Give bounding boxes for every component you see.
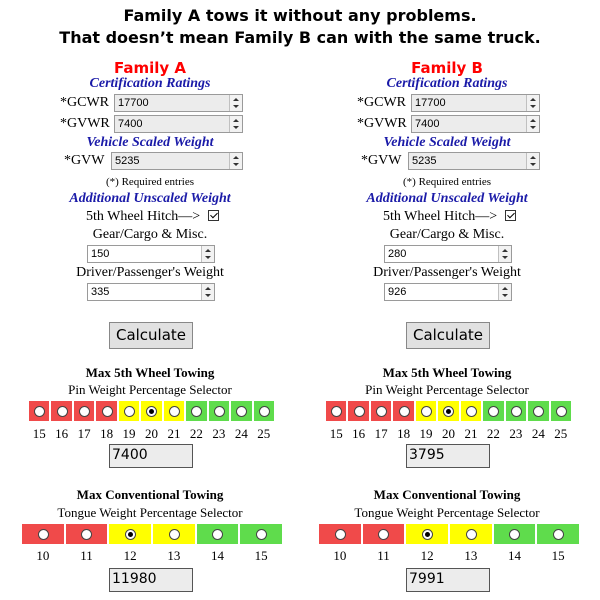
tongue-radio-15[interactable] [256,529,267,540]
pin-radio-15[interactable] [34,406,45,417]
pin-option-24[interactable] [527,400,549,422]
tongue-radio-10[interactable] [38,529,49,540]
gear-label: Gear/Cargo & Misc. [92,227,208,242]
family-a-panel [0,56,300,600]
pin-tick-label: 18 [397,426,411,441]
gcwr-input[interactable] [411,94,540,112]
pin-radio-21[interactable] [169,406,180,417]
pin-radio-20[interactable] [443,406,454,417]
pin-weight-selector[interactable] [28,400,275,422]
family-name: Family B [411,59,483,77]
pin-tick-label: 22 [486,426,500,441]
driver-input[interactable] [87,283,215,301]
tongue-tick-label: 10 [36,548,50,563]
gvwr-stepper-icon[interactable] [229,116,242,132]
tongue-option-11[interactable] [65,523,109,545]
gvwr-stepper-icon[interactable] [526,116,539,132]
pin-option-23[interactable] [208,400,230,422]
pin-radio-16[interactable] [354,406,365,417]
driver-label: Driver/Passenger's Weight [373,265,521,280]
tongue-weight-selector[interactable] [21,523,283,545]
pin-tick-label: 16 [55,426,69,441]
pin-radio-23[interactable] [214,406,225,417]
tongue-selector-label: Tongue Weight Percentage Selector [354,505,540,520]
max-conventional-result: 11980 [109,568,193,592]
pin-option-16[interactable] [347,400,369,422]
max-fifth-wheel-result: 3795 [406,444,490,468]
tongue-option-15[interactable] [536,523,580,545]
calculate-button[interactable]: Calculate [109,322,193,349]
pin-option-19[interactable] [415,400,437,422]
gvwr-value: 7400 [415,118,440,130]
pin-tick-label: 19 [122,426,136,441]
pin-tick-label: 16 [352,426,366,441]
fifth-wheel-title: Max 5th Wheel Towing [382,365,512,380]
pin-tick-label: 24 [531,426,545,441]
pin-radio-24[interactable] [533,406,544,417]
conventional-title: Max Conventional Towing [373,487,521,502]
unscaled-heading: Additional Unscaled Weight [69,191,231,206]
pin-option-19[interactable] [118,400,140,422]
tongue-option-13[interactable] [152,523,196,545]
gvwr-label: *GVWR [60,116,110,131]
family-name: Family A [113,59,186,77]
pin-option-20[interactable] [437,400,459,422]
tongue-radio-11[interactable] [378,529,389,540]
tongue-radio-12[interactable] [422,529,433,540]
driver-label: Driver/Passenger's Weight [76,265,224,280]
tongue-weight-selector[interactable] [318,523,580,545]
tongue-tick-label: 13 [464,548,478,563]
tongue-option-11[interactable] [362,523,406,545]
gcwr-stepper-icon[interactable] [526,95,539,111]
pin-weight-selector[interactable] [325,400,572,422]
tongue-option-10[interactable] [318,523,362,545]
headline-line-1: Family A tows it without any problems. [123,6,477,25]
pin-option-18[interactable] [95,400,117,422]
hitch-label: 5th Wheel Hitch—> [383,209,498,224]
gvw-stepper-icon[interactable] [229,153,242,169]
pin-tick-label: 21 [167,426,181,441]
pin-option-21[interactable] [163,400,185,422]
pin-radio-19[interactable] [124,406,135,417]
tongue-option-12[interactable] [108,523,152,545]
pin-tick-label: 17 [374,426,388,441]
gvw-value: 5235 [115,155,140,167]
gear-label: Gear/Cargo & Misc. [389,227,505,242]
pin-radio-20[interactable] [146,406,157,417]
pin-option-22[interactable] [185,400,207,422]
tongue-radio-14[interactable] [212,529,223,540]
tongue-radio-13[interactable] [466,529,477,540]
tongue-option-15[interactable] [239,523,283,545]
pin-radio-22[interactable] [488,406,499,417]
pin-radio-21[interactable] [466,406,477,417]
pin-radio-22[interactable] [191,406,202,417]
tongue-radio-15[interactable] [553,529,564,540]
pin-option-15[interactable] [325,400,347,422]
pin-radio-17[interactable] [376,406,387,417]
pin-tick-label: 22 [189,426,203,441]
pin-tick-label: 18 [100,426,114,441]
gvw-label: *GVW [361,153,402,168]
pin-radio-18[interactable] [399,406,410,417]
scaled-heading: Vehicle Scaled Weight [383,135,511,150]
pin-tick-label: 20 [145,426,158,441]
gear-value: 280 [388,248,407,260]
max-conventional-result: 7991 [406,568,490,592]
gear-input[interactable] [87,245,215,263]
driver-value: 335 [91,286,110,298]
gcwr-stepper-icon[interactable] [229,95,242,111]
gvwr-input[interactable] [411,115,540,133]
pin-tick-label: 20 [442,426,455,441]
pin-radio-25[interactable] [259,406,270,417]
tongue-tick-label: 15 [254,548,268,563]
gvwr-input[interactable] [114,115,243,133]
pin-option-20[interactable] [140,400,162,422]
headline-line-2: That doesn’t mean Family B can with the same truck. [59,28,541,47]
tongue-tick-label: 12 [420,548,434,563]
gear-stepper-icon[interactable] [201,246,214,262]
tongue-tick-label: 11 [80,548,93,563]
unscaled-heading: Additional Unscaled Weight [366,191,528,206]
pin-option-25[interactable] [550,400,572,422]
gvwr-value: 7400 [118,118,143,130]
tongue-tick-label: 14 [211,548,224,563]
pin-tick-label: 21 [464,426,478,441]
tongue-selector-label: Tongue Weight Percentage Selector [57,505,243,520]
hitch-checkbox[interactable] [208,210,219,221]
gcwr-label: *GCWR [60,95,109,110]
pin-option-17[interactable] [73,400,95,422]
pin-tick-label: 23 [509,426,523,441]
pin-tick-label: 23 [212,426,226,441]
pin-option-18[interactable] [392,400,414,422]
gvw-value: 5235 [412,155,437,167]
pin-radio-18[interactable] [102,406,113,417]
tongue-radio-12[interactable] [125,529,136,540]
pin-option-22[interactable] [482,400,504,422]
driver-value: 926 [388,286,407,298]
conventional-title: Max Conventional Towing [76,487,224,502]
tongue-tick-label: 10 [333,548,347,563]
pin-option-21[interactable] [460,400,482,422]
pin-tick-label: 24 [234,426,248,441]
tongue-radio-13[interactable] [169,529,180,540]
driver-input[interactable] [384,283,512,301]
family-b-panel [297,56,597,600]
hitch-checkbox[interactable] [505,210,516,221]
tongue-tick-label: 11 [377,548,390,563]
tongue-option-10[interactable] [21,523,65,545]
pin-option-17[interactable] [370,400,392,422]
tongue-option-14[interactable] [493,523,537,545]
fifth-wheel-title: Max 5th Wheel Towing [85,365,215,380]
max-fifth-wheel-result: 7400 [109,444,193,468]
tongue-radio-14[interactable] [509,529,520,540]
tongue-tick-label: 13 [167,548,181,563]
pin-option-24[interactable] [230,400,252,422]
pin-selector-label: Pin Weight Percentage Selector [365,382,529,397]
tongue-radio-11[interactable] [81,529,92,540]
gear-stepper-icon[interactable] [498,246,511,262]
tongue-radio-10[interactable] [335,529,346,540]
gvw-input[interactable] [111,152,243,170]
pin-option-15[interactable] [28,400,50,422]
tongue-option-14[interactable] [196,523,240,545]
pin-radio-15[interactable] [331,406,342,417]
pin-radio-17[interactable] [79,406,90,417]
gcwr-value: 17700 [118,97,149,109]
certification-heading: Certification Ratings [89,76,211,91]
pin-radio-19[interactable] [421,406,432,417]
pin-tick-label: 25 [554,426,568,441]
tongue-tick-label: 14 [508,548,521,563]
driver-stepper-icon[interactable] [201,284,214,300]
pin-option-25[interactable] [253,400,275,422]
gear-value: 150 [91,248,110,260]
calculate-button[interactable]: Calculate [406,322,490,349]
tongue-tick-label: 12 [123,548,137,563]
pin-tick-label: 17 [77,426,91,441]
pin-tick-label: 25 [257,426,271,441]
gcwr-label: *GCWR [357,95,406,110]
gvwr-label: *GVWR [357,116,407,131]
tongue-tick-label: 15 [551,548,565,563]
pin-option-16[interactable] [50,400,72,422]
tongue-option-12[interactable] [405,523,449,545]
pin-tick-label: 15 [32,426,46,441]
pin-selector-label: Pin Weight Percentage Selector [68,382,232,397]
required-note: (*) Required entries [106,176,194,188]
gear-input[interactable] [384,245,512,263]
pin-tick-label: 15 [329,426,343,441]
pin-radio-24[interactable] [236,406,247,417]
scaled-heading: Vehicle Scaled Weight [86,135,214,150]
pin-radio-25[interactable] [556,406,567,417]
gvw-input[interactable] [408,152,540,170]
pin-tick-label: 19 [419,426,433,441]
pin-radio-23[interactable] [511,406,522,417]
hitch-label: 5th Wheel Hitch—> [86,209,201,224]
certification-heading: Certification Ratings [386,76,508,91]
gcwr-value: 17700 [415,97,446,109]
gvw-label: *GVW [64,153,105,168]
gcwr-input[interactable] [114,94,243,112]
driver-stepper-icon[interactable] [498,284,511,300]
gvw-stepper-icon[interactable] [526,153,539,169]
required-note: (*) Required entries [403,176,491,188]
pin-radio-16[interactable] [57,406,68,417]
pin-option-23[interactable] [505,400,527,422]
tongue-option-13[interactable] [449,523,493,545]
